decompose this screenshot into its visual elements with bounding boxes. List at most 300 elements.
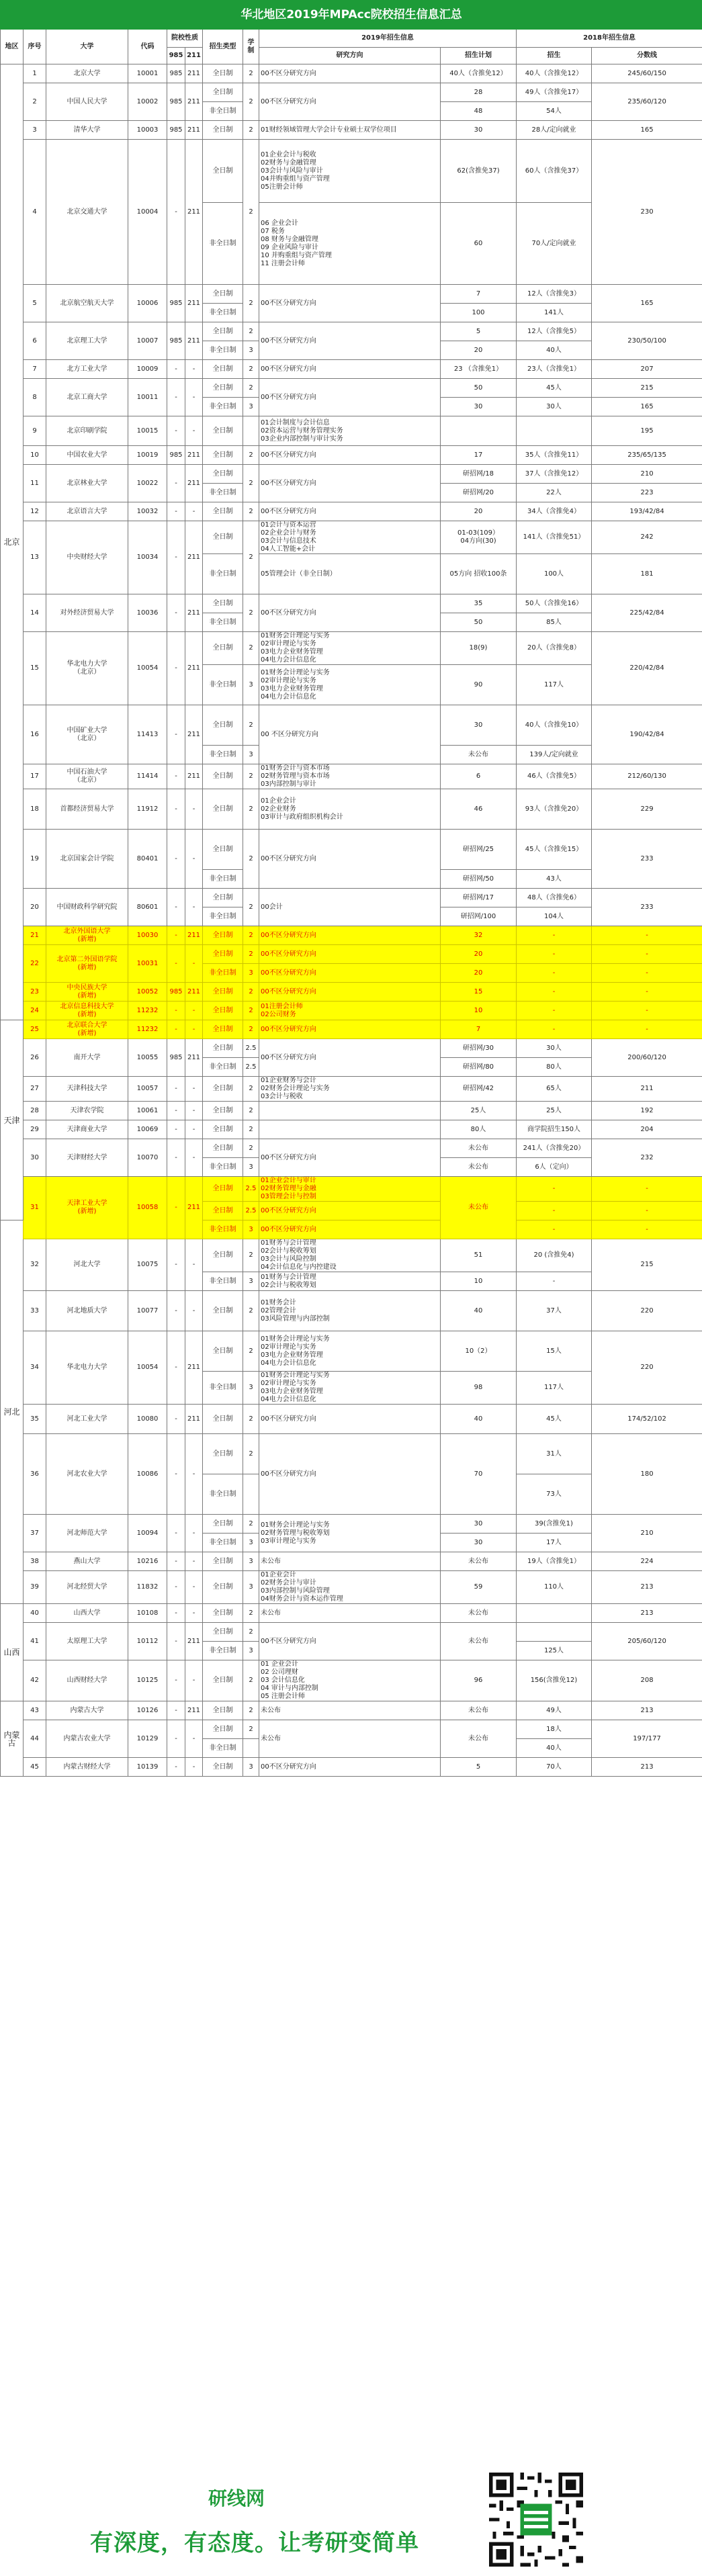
admission-type: 非全日制 [203,1474,243,1515]
row-index: 37 [24,1515,46,1552]
badge-985: - [167,1177,185,1239]
badge-985: - [167,945,185,983]
university-name: 河北地质大学 [46,1291,128,1331]
admission-type: 全日制 [203,1077,243,1102]
table-row [1,830,702,870]
study-duration: 3 [243,1552,259,1571]
header-university: 大学 [46,30,128,64]
badge-211: - [185,1239,203,1291]
admission-type: 全日制 [203,889,243,907]
row-index: 11 [24,465,46,502]
badge-985: - [167,1720,185,1758]
badge-985: - [167,1434,185,1515]
row-index: 41 [24,1623,46,1660]
university-name: 河北大学 [46,1239,128,1291]
university-code: 10069 [128,1120,167,1139]
enrollment-plan: 研招网/50 [441,870,517,889]
table-row [1,1020,702,1039]
badge-211: 211 [185,285,203,322]
study-duration: 2.5 [243,1202,259,1220]
admitted-2018: 23人（含推免1） [517,360,592,379]
enrollment-plan: 35 [441,594,517,613]
admitted-2018: 商学院招生150人 [517,1120,592,1139]
score-line: 174/52/102 [592,1405,702,1434]
score-line: - [592,1220,702,1239]
university-name: 天津科技大学 [46,1077,128,1102]
badge-211: 211 [185,1623,203,1660]
score-line: 165 [592,398,702,416]
admission-type: 全日制 [203,83,243,102]
research-direction: 00不区分研究方向 [259,379,441,416]
enrollment-plan: 59 [441,1571,517,1604]
admission-type: 全日制 [203,1239,243,1272]
enrollment-plan: 30 [441,1515,517,1534]
badge-211: - [185,1720,203,1758]
badge-985: - [167,1701,185,1720]
enrollment-plan: 23 （含推免1） [441,360,517,379]
score-line: 220/42/84 [592,632,702,705]
table-row [1,1701,702,1720]
row-index: 22 [24,945,46,983]
enrollment-plan: 05方向 招收100条 [441,554,517,594]
admission-type: 全日制 [203,1120,243,1139]
research-direction: 05管理会计（非全日制） [259,554,441,594]
admitted-2018: 117人 [517,1372,592,1405]
badge-985: - [167,1515,185,1552]
research-direction: 00不区分研究方向 [259,1202,441,1220]
row-index: 23 [24,983,46,1002]
research-direction: 00不区分研究方向 [259,446,441,465]
enrollment-plan: 40 [441,1405,517,1434]
admitted-2018: 20人（含推免8） [517,632,592,665]
row-index: 10 [24,446,46,465]
research-direction: 未公布 [259,1701,441,1720]
score-line: 223 [592,484,702,502]
admitted-2018: 15人 [517,1331,592,1372]
university-name: 中国人民大学 [46,83,128,121]
enrollment-plan: 未公布 [441,1623,517,1660]
university-name: 山西大学 [46,1604,128,1623]
enrollment-plan: 51 [441,1239,517,1272]
university-name: 华北电力大学 [46,1331,128,1405]
university-name: 内蒙古大学 [46,1701,128,1720]
table-row [1,1120,702,1139]
university-code: 10126 [128,1701,167,1720]
enrollment-plan: 32 [441,926,517,945]
research-direction: 00 不区分研究方向 [259,705,441,764]
admitted-2018: - [517,1177,592,1202]
badge-985: - [167,1331,185,1405]
badge-211: - [185,1660,203,1701]
study-duration: 2 [243,1002,259,1020]
badge-211: 211 [185,83,203,121]
enrollment-plan: 5 [441,322,517,341]
badge-985: - [167,1291,185,1331]
row-index: 5 [24,285,46,322]
university-name: 北京大学 [46,64,128,83]
admission-type: 全日制 [203,1177,243,1202]
score-line: 245/60/150 [592,64,702,83]
admission-type: 全日制 [203,1720,243,1739]
university-name: 天津农学院 [46,1102,128,1120]
admission-type: 非全日制 [203,554,243,594]
research-direction: 01财务会计理论与实务 02审计理论与实务 03电力企业财务管理 04电力会计信息化 [259,632,441,665]
qr-code-icon [486,2469,586,2570]
study-duration: 2 [243,926,259,945]
row-index: 33 [24,1291,46,1331]
table-row [1,1758,702,1777]
admission-type: 非全日制 [203,665,243,705]
research-direction: 01财务会计理论与实务 02审计理论与实务 03电力企业财务管理 04电力会计信息化 [259,1331,441,1372]
badge-211: 211 [185,322,203,360]
enrollment-plan: 60 [441,203,517,285]
badge-211: 211 [185,764,203,789]
table-row [1,1039,702,1058]
table-row [1,1571,702,1604]
university-name: 中国农业大学 [46,446,128,465]
study-duration: 2 [243,1120,259,1139]
table-row [1,140,702,203]
admitted-2018: 37人 [517,1291,592,1331]
table-row [1,1331,702,1372]
table-row [1,1552,702,1571]
row-index: 17 [24,764,46,789]
badge-211: 211 [185,705,203,764]
row-index: 20 [24,889,46,926]
study-duration: 2 [243,140,259,285]
score-line: 224 [592,1552,702,1571]
badge-985: - [167,1571,185,1604]
admission-type: 全日制 [203,1571,243,1604]
study-duration: 2 [243,285,259,322]
study-duration: 3 [243,665,259,705]
admitted-2018: - [517,1020,592,1039]
university-name: 华北电力大学 （北京） [46,632,128,705]
university-name: 河北工业大学 [46,1405,128,1434]
admitted-2018: 40人（含推免10） [517,705,592,746]
enrollment-plan: 研招网/17 [441,889,517,907]
admission-type: 全日制 [203,594,243,613]
university-code: 10216 [128,1552,167,1571]
badge-211: - [185,1291,203,1331]
table-row [1,1405,702,1434]
badge-985: - [167,764,185,789]
enrollment-plan: 20 [441,341,517,360]
admitted-2018: 70人 [517,1758,592,1777]
admission-type: 非全日制 [203,907,243,926]
study-duration: 2 [243,360,259,379]
enrollment-plan: 96 [441,1660,517,1701]
score-line: 204 [592,1120,702,1139]
admission-type: 非全日制 [203,746,243,764]
study-duration: 3 [243,341,259,360]
study-duration: 2 [243,1434,259,1474]
study-duration: 3 [243,1534,259,1552]
score-line: 220 [592,1291,702,1331]
university-name: 对外经济贸易大学 [46,594,128,632]
admitted-2018: 30人 [517,398,592,416]
university-code: 10002 [128,83,167,121]
admission-type: 全日制 [203,1020,243,1039]
table-row [1,465,702,484]
admission-type: 全日制 [203,64,243,83]
university-name: 天津工业大学 (新增) [46,1177,128,1239]
table-row [1,1515,702,1534]
study-duration: 2 [243,465,259,502]
badge-211: 211 [185,521,203,594]
study-duration: 2 [243,1405,259,1434]
study-duration: 2 [243,1660,259,1701]
admission-type: 全日制 [203,1660,243,1701]
admission-type: 非全日制 [203,1642,243,1660]
research-direction: 01财务会计与资本市场 02财务管理与资本市场 03内部控制与审计 [259,764,441,789]
university-name: 内蒙古财经大学 [46,1758,128,1777]
badge-211: 211 [185,983,203,1002]
table-row [1,594,702,613]
brand-name: 研线网 [208,2487,265,2510]
badge-211: 211 [185,465,203,502]
university-code: 10003 [128,121,167,140]
score-line: - [592,1020,702,1039]
enrollment-plan: 5 [441,1758,517,1777]
score-line: 230/50/100 [592,322,702,360]
admitted-2018: 54人 [517,102,592,121]
admitted-2018: 139人/定向就业 [517,746,592,764]
enrollment-plan: 70 [441,1434,517,1515]
enrollment-plan: 未公布 [441,1604,517,1623]
row-index: 45 [24,1758,46,1777]
score-line: 210 [592,465,702,484]
admission-type: 全日制 [203,379,243,398]
university-code: 10032 [128,502,167,521]
study-duration: 3 [243,1158,259,1177]
score-line: 207 [592,360,702,379]
table-row [1,705,702,746]
study-duration: 2 [243,1291,259,1331]
admission-type: 全日制 [203,360,243,379]
table-row [1,1077,702,1102]
university-code: 10086 [128,1434,167,1515]
admitted-2018: 141人 [517,304,592,322]
enrollment-plan: 48 [441,102,517,121]
research-direction: 01企业会计与审计 02财务管理与金融 03管理会计与控制 [259,1177,441,1202]
university-name: 北方工业大学 [46,360,128,379]
admission-type: 全日制 [203,789,243,830]
admitted-2018: 65人 [517,1077,592,1102]
university-name: 中央财经大学 [46,521,128,594]
enrollment-plan: 研招网/80 [441,1058,517,1077]
admitted-2018: - [517,1272,592,1291]
admitted-2018: 80人 [517,1058,592,1077]
admitted-2018: 93人（含推免20） [517,789,592,830]
university-code: 10015 [128,416,167,446]
study-duration: 3 [243,398,259,416]
admitted-2018: - [517,926,592,945]
enrollment-plan: 50 [441,379,517,398]
university-name: 北京第二外国语学院 (新增) [46,945,128,983]
admission-type: 全日制 [203,285,243,304]
row-index: 27 [24,1077,46,1102]
university-code: 10129 [128,1720,167,1758]
table-row [1,1239,702,1272]
study-duration: 2 [243,594,259,632]
enrollment-plan: 100 [441,304,517,322]
study-duration: 2 [243,121,259,140]
admission-type: 全日制 [203,1604,243,1623]
university-code: 10055 [128,1039,167,1077]
study-duration: 2 [243,1701,259,1720]
admitted-2018: 28人/定向就业 [517,121,592,140]
university-name: 北京外国语大学 (新增) [46,926,128,945]
enrollment-plan: 50 [441,613,517,632]
admission-type: 全日制 [203,1291,243,1331]
study-duration: 3 [243,1642,259,1660]
research-direction: 01 企业会计 02 公司理财 03 会计信息化 04 审计与内部控制 05 注册会计师 [259,1660,441,1701]
enrollment-plan: 28 [441,83,517,102]
admitted-2018: 49人（含推免17） [517,83,592,102]
admission-type: 全日制 [203,1552,243,1571]
row-index: 25 [24,1020,46,1039]
badge-985: 985 [167,121,185,140]
row-index: 39 [24,1571,46,1604]
study-duration: 2 [243,1139,259,1158]
admitted-2018: 12人（含推免3） [517,285,592,304]
research-direction: 00不区分研究方向 [259,594,441,632]
badge-211: 211 [185,446,203,465]
score-line: 165 [592,121,702,140]
page-title: 华北地区2019年MPAcc院校招生信息汇总 [1,1,702,30]
header-index: 序号 [24,30,46,64]
research-direction: 00会计 [259,889,441,926]
score-line: - [592,1177,702,1202]
badge-211: - [185,1758,203,1777]
badge-985: - [167,830,185,889]
university-code: 10108 [128,1604,167,1623]
admitted-2018: 40人 [517,341,592,360]
university-code: 10057 [128,1077,167,1102]
study-duration: 2 [243,1623,259,1642]
admitted-2018: 43人 [517,870,592,889]
admitted-2018: 35人（含推免11） [517,446,592,465]
enrollment-plan: 未公布 [441,746,517,764]
badge-985: - [167,1405,185,1434]
university-code: 11414 [128,764,167,789]
university-name: 北京信息科技大学 (新增) [46,1002,128,1020]
region-cell: 天津 [1,1020,24,1220]
row-index: 3 [24,121,46,140]
admitted-2018: 49人 [517,1701,592,1720]
admission-type: 全日制 [203,446,243,465]
badge-211: - [185,1552,203,1571]
research-direction: 00不区分研究方向 [259,926,441,945]
university-code: 10094 [128,1515,167,1552]
university-name: 北京国家会计学院 [46,830,128,889]
admission-type: 全日制 [203,945,243,964]
badge-985: 985 [167,285,185,322]
university-code: 10139 [128,1758,167,1777]
enrollment-plan: 15 [441,983,517,1002]
badge-985: - [167,521,185,594]
admission-type: 全日制 [203,1405,243,1434]
header-admit: 招生 [517,48,592,64]
university-name: 北京联合大学 (新增) [46,1020,128,1039]
row-index: 43 [24,1701,46,1720]
university-name: 河北经贸大学 [46,1571,128,1604]
admitted-2018: 37人（含推免12） [517,465,592,484]
enrollment-plan: 未公布 [441,1177,517,1239]
score-line: 212/60/130 [592,764,702,789]
admission-type: 全日制 [203,1434,243,1474]
university-code: 80601 [128,889,167,926]
admission-type: 全日制 [203,1102,243,1120]
research-direction: 01财务会计理论与实务 02审计理论与实务 03电力企业财务管理 04电力会计信息化 [259,665,441,705]
admitted-2018: - [517,1002,592,1020]
admission-type: 全日制 [203,416,243,446]
badge-211: - [185,789,203,830]
study-duration: 2 [243,83,259,121]
university-name: 北京工商大学 [46,379,128,416]
research-direction: 01财务会计 02管理会计 03风险管理与内部控制 [259,1291,441,1331]
enrollment-plan: 20 [441,502,517,521]
badge-985: - [167,1020,185,1039]
research-direction: 00不区分研究方向 [259,1405,441,1434]
admission-type: 全日制 [203,1331,243,1372]
study-duration: 3 [243,964,259,983]
badge-985: 985 [167,64,185,83]
admission-type: 全日制 [203,521,243,554]
badge-985: - [167,789,185,830]
admission-type: 非全日制 [203,304,243,322]
admission-type: 非全日制 [203,1534,243,1552]
university-code: 10070 [128,1139,167,1177]
badge-211: - [185,416,203,446]
study-duration: 2 [243,521,259,594]
score-line: - [592,983,702,1002]
table-row [1,1720,702,1739]
table-row [1,502,702,521]
admission-type: 非全日制 [203,203,243,285]
university-name: 河北农业大学 [46,1434,128,1515]
university-name: 内蒙古农业大学 [46,1720,128,1758]
university-code: 10007 [128,322,167,360]
admitted-2018: 40人 [517,1739,592,1758]
research-direction: 00不区分研究方向 [259,1220,441,1239]
table-row [1,360,702,379]
badge-985: - [167,379,185,416]
enrollment-plan: 研招网/42 [441,1077,517,1102]
row-index: 19 [24,830,46,889]
badge-211: - [185,1571,203,1604]
admission-type: 全日制 [203,1139,243,1158]
research-direction: 00不区分研究方向 [259,1039,441,1077]
badge-211: 211 [185,632,203,705]
admitted-2018: 45人 [517,379,592,398]
header-plan: 招生计划 [441,48,517,64]
university-name: 中国石油大学 （北京） [46,764,128,789]
row-index: 21 [24,926,46,945]
row-index: 38 [24,1552,46,1571]
research-direction: 00不区分研究方向 [259,465,441,502]
admitted-2018 [517,416,592,446]
badge-211: 211 [185,140,203,285]
score-line: 210 [592,1515,702,1552]
table-row [1,416,702,446]
university-name: 天津商业大学 [46,1120,128,1139]
admission-type: 非全日制 [203,1158,243,1177]
enrollment-plan: 未公布 [441,1701,517,1720]
badge-985: - [167,1120,185,1139]
university-name: 山西财经大学 [46,1660,128,1701]
